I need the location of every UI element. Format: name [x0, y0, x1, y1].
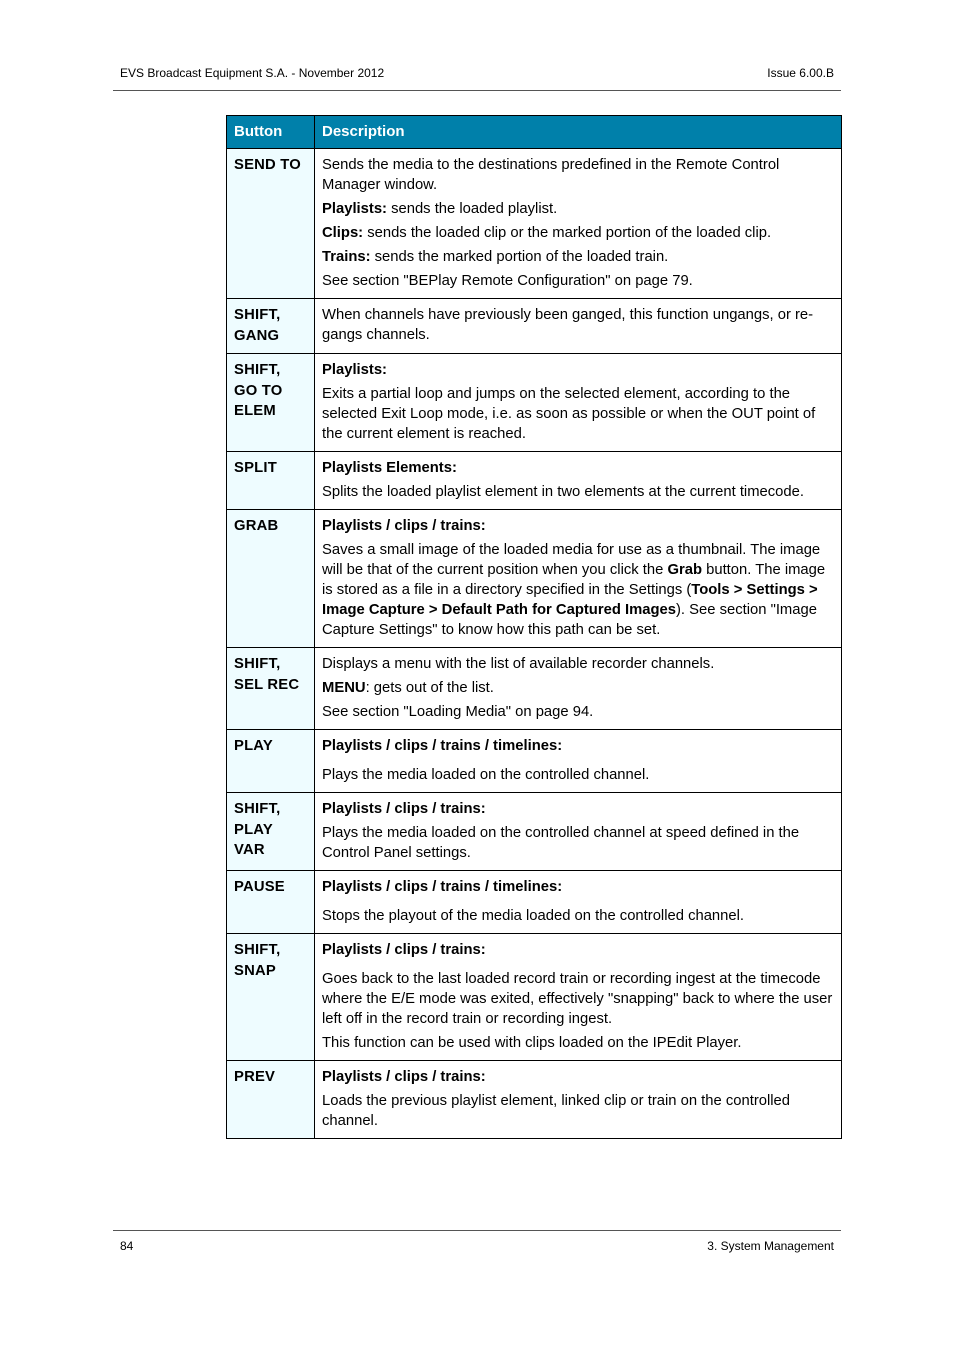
description-line: [322, 702, 834, 722]
table-row: [227, 354, 842, 452]
description-line: [322, 482, 834, 502]
table-row: [227, 510, 842, 648]
header-issue: Issue 6.00.B: [767, 66, 834, 80]
page-footer: [113, 1230, 841, 1253]
table-row: [227, 299, 842, 354]
description-cell: [315, 149, 842, 299]
button-name-cell: SPLIT: [227, 452, 315, 510]
description-line: [322, 305, 834, 345]
description-line: [322, 199, 834, 219]
description-text: Exits a partial loop and jumps on the selected element, according to the selected Exit Loop mode, i.e. as soon as possible or when the OUT point of the current element is reached.: [322, 386, 816, 442]
description-cell: [315, 354, 842, 452]
bold-term: Trains:: [322, 249, 371, 265]
table-row: [227, 871, 842, 934]
bold-term: Playlists / clips / trains:: [322, 1069, 486, 1085]
description-text: button. The image is stored as a file in a directory specified in the Settings (: [322, 562, 826, 598]
description-cell: [315, 648, 842, 730]
button-name-cell: PREV: [227, 1061, 315, 1139]
description-text: ). See section "Image Capture Settings" to know how this path can be set.: [322, 602, 817, 638]
description-text: Loads the previous playlist element, linked clip or train on the controlled channel.: [322, 1093, 791, 1129]
button-name-cell: SHIFT, GO TO ELEM: [227, 354, 315, 452]
description-line: [322, 1091, 834, 1131]
description-text: See section "Loading Media" on page 94.: [322, 704, 594, 720]
bold-term: MENU: [322, 680, 366, 696]
description-line: [322, 1067, 834, 1087]
description-line: [322, 384, 834, 444]
description-cell: [315, 871, 842, 934]
description-cell: [315, 793, 842, 871]
bold-term: Tools > Settings > Image Capture > Default Path for Captured Images: [322, 582, 818, 618]
button-name-cell: GRAB: [227, 510, 315, 648]
description-cell: [315, 730, 842, 793]
description-text: sends the loaded playlist.: [386, 201, 558, 217]
description-line: [322, 940, 834, 960]
bold-term: Playlists / clips / trains / timelines:: [322, 879, 563, 895]
description-text: Plays the media loaded on the controlled channel.: [322, 767, 650, 783]
description-line: [322, 540, 834, 640]
description-line: [322, 360, 834, 380]
description-line: [322, 458, 834, 478]
page-header: [113, 66, 841, 91]
description-line: [322, 823, 834, 863]
table-row: [227, 1061, 842, 1139]
table-row: [227, 793, 842, 871]
table-row: [227, 149, 842, 299]
description-text: sends the marked portion of the loaded train.: [370, 249, 669, 265]
page-number: 84: [120, 1239, 134, 1253]
description-text: Stops the playout of the media loaded on the controlled channel.: [322, 908, 745, 924]
description-line: [322, 247, 834, 267]
description-line: [322, 223, 834, 243]
description-line: [322, 877, 834, 897]
button-name-cell: SHIFT, SNAP: [227, 934, 315, 1061]
table-header-row: [227, 116, 842, 149]
description-line: [322, 736, 834, 756]
button-name-cell: SHIFT, GANG: [227, 299, 315, 354]
button-description-table: [226, 115, 842, 1139]
bold-term: Grab: [667, 562, 702, 578]
description-line: [322, 155, 834, 195]
bold-term: Playlists / clips / trains:: [322, 518, 486, 534]
description-text: Saves a small image of the loaded media for use as a thumbnail. The image will be that of the current position when you click the: [322, 542, 821, 578]
description-line: [322, 969, 834, 1029]
description-text: Sends the media to the destinations predefined in the Remote Control Manager window.: [322, 157, 780, 193]
table-row: [227, 648, 842, 730]
column-header-description: Description: [315, 116, 842, 149]
description-line: [322, 271, 834, 291]
description-cell: [315, 934, 842, 1061]
description-text: When channels have previously been ganged, this function ungangs, or re-gangs channels.: [322, 307, 814, 343]
table-row: [227, 730, 842, 793]
description-line: [322, 906, 834, 926]
bold-term: Playlists / clips / trains:: [322, 801, 486, 817]
chapter-title: 3. System Management: [707, 1239, 834, 1253]
table-row: [227, 452, 842, 510]
description-line: [322, 678, 834, 698]
description-text: See section "BEPlay Remote Configuration" on page 79.: [322, 273, 693, 289]
bold-term: Playlists / clips / trains:: [322, 942, 486, 958]
header-publisher: EVS Broadcast Equipment S.A. - November 2012: [120, 66, 385, 80]
description-text: Plays the media loaded on the controlled channel at speed defined in the Control Panel settings.: [322, 825, 800, 861]
bold-term: Playlists:: [322, 362, 387, 378]
description-line: [322, 516, 834, 536]
description-cell: [315, 510, 842, 648]
description-cell: [315, 452, 842, 510]
bold-term: Playlists:: [322, 201, 387, 217]
button-name-cell: SHIFT, SEL REC: [227, 648, 315, 730]
button-name-cell: PLAY: [227, 730, 315, 793]
description-line: [322, 799, 834, 819]
description-cell: [315, 299, 842, 354]
description-line: [322, 1033, 834, 1053]
description-cell: [315, 1061, 842, 1139]
description-text: Splits the loaded playlist element in two elements at the current timecode.: [322, 484, 804, 500]
button-name-cell: SHIFT, PLAY VAR: [227, 793, 315, 871]
description-text: Displays a menu with the list of available recorder channels.: [322, 656, 715, 672]
description-text: : gets out of the list.: [365, 680, 494, 696]
bold-term: Playlists / clips / trains / timelines:: [322, 738, 563, 754]
description-text: This function can be used with clips loaded on the IPEdit Player.: [322, 1035, 742, 1051]
description-line: [322, 765, 834, 785]
table-row: [227, 934, 842, 1061]
description-line: [322, 654, 834, 674]
button-name-cell: PAUSE: [227, 871, 315, 934]
bold-term: Clips:: [322, 225, 364, 241]
bold-term: Playlists Elements:: [322, 460, 457, 476]
button-name-cell: SEND TO: [227, 149, 315, 299]
column-header-button: Button: [227, 116, 315, 149]
description-text: Goes back to the last loaded record train or recording ingest at the timecode where the E/E mode was exited, effectively "snapping" back to where the user left off in the record train or recording ingest.: [322, 971, 833, 1027]
description-text: sends the loaded clip or the marked portion of the loaded clip.: [363, 225, 772, 241]
